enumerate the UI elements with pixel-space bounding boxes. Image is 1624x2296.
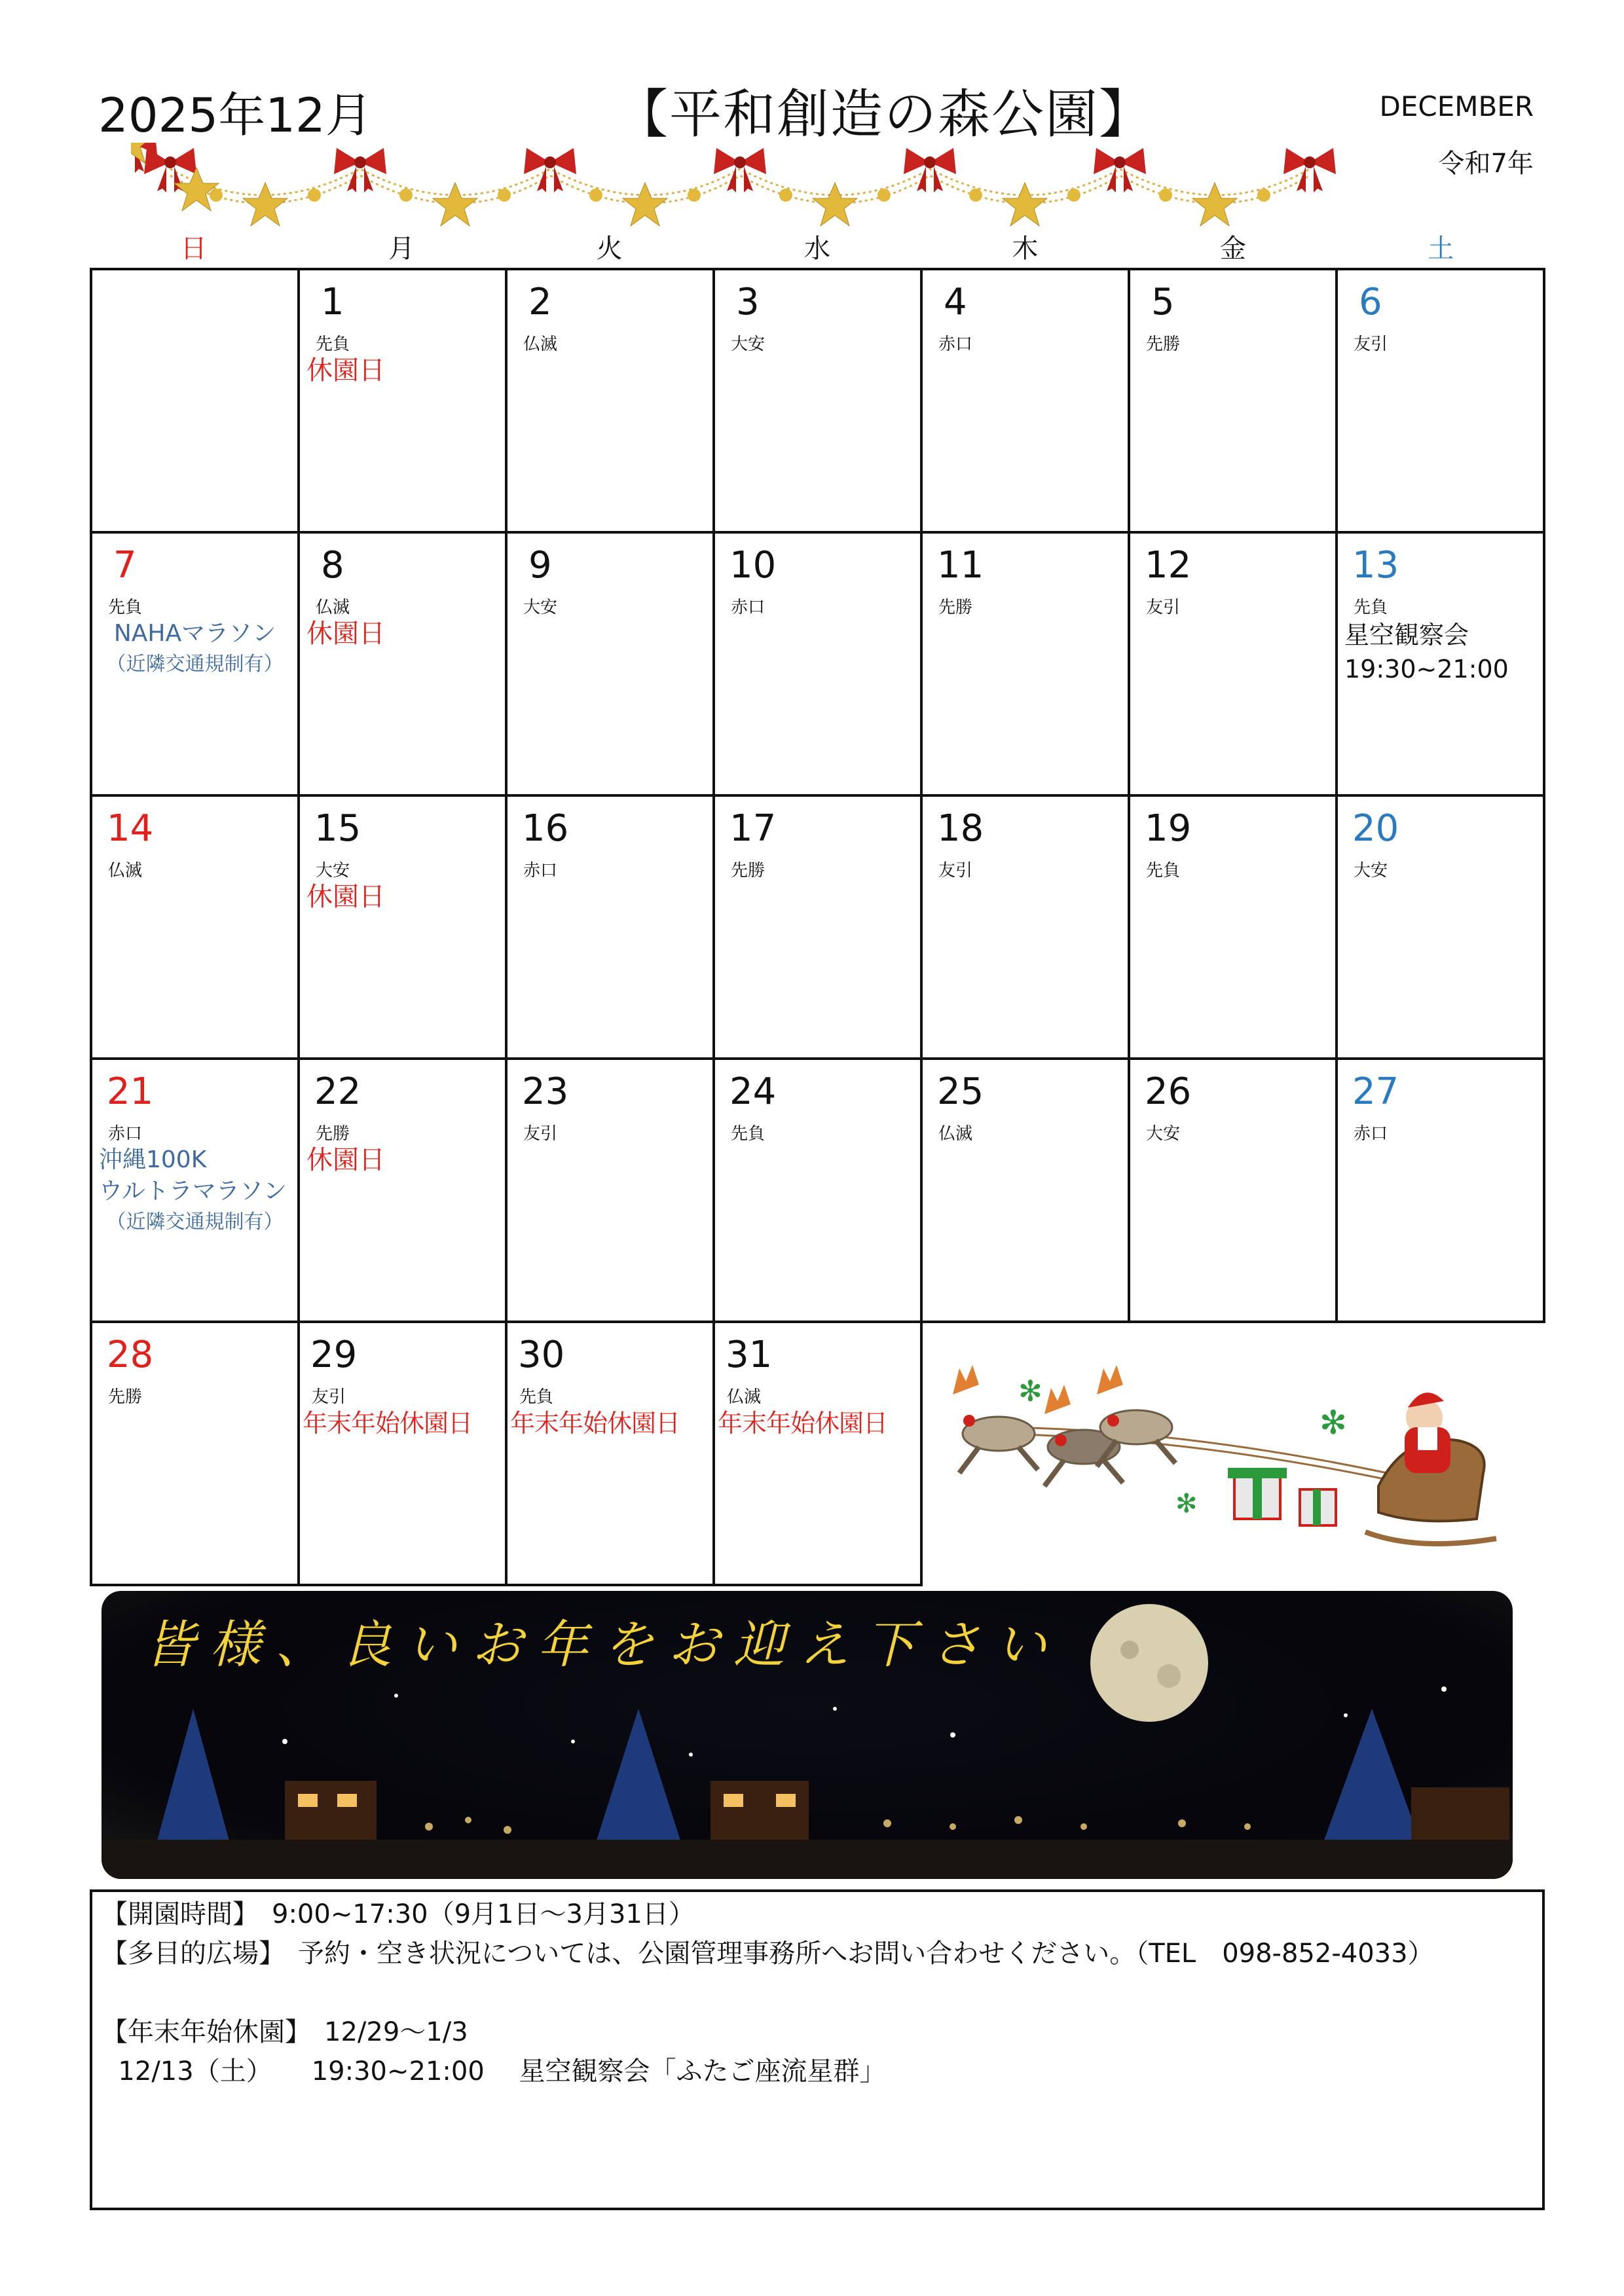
calendar-day: [299, 269, 506, 532]
calendar-day: [1129, 532, 1337, 795]
day-number: 12: [1145, 544, 1192, 587]
day-number: 10: [729, 544, 777, 587]
rokuyo-label: 赤口: [731, 598, 766, 617]
rokuyo-label: 仏滅: [316, 598, 350, 617]
garland-decoration-icon: [131, 143, 1362, 241]
year-month: 2025年12月: [98, 88, 373, 143]
event-note: （近隣交通規制有）: [106, 653, 284, 676]
rokuyo-label: 先負: [1146, 861, 1181, 881]
calendar-day: [1337, 795, 1544, 1059]
calendar-day: [506, 795, 714, 1059]
rokuyo-label: 赤口: [938, 335, 973, 354]
closed-label: 年末年始休園日: [303, 1409, 473, 1438]
day-number: 8: [321, 544, 344, 587]
month-english: DECEMBER: [1379, 90, 1534, 122]
info-star-event: 12/13（土） 19:30~21:00 星空観察会「ふたご座流星群」: [101, 2056, 886, 2086]
calendar-day: [714, 269, 921, 532]
rokuyo-label: 先勝: [938, 598, 973, 617]
calendar-day: [91, 1322, 299, 1585]
day-number: 25: [937, 1070, 984, 1113]
rokuyo-label: 先負: [519, 1387, 554, 1407]
weekday-tue: 火: [596, 234, 623, 264]
calendar-day: [714, 532, 921, 795]
banner-message: 皆様、良いお年をお迎え下さい: [144, 1616, 1061, 1675]
day-number: 7: [113, 544, 137, 587]
rokuyo-label: 大安: [523, 598, 558, 617]
day-number: 13: [1352, 544, 1399, 587]
event-label: NAHAマラソン: [113, 620, 276, 647]
calendar-day-empty: [91, 269, 299, 532]
closed-label: 休園日: [306, 1145, 385, 1175]
day-number: 6: [1359, 281, 1382, 323]
rokuyo-label: 友引: [523, 1124, 558, 1144]
svg-text:✻: ✻: [1320, 1404, 1347, 1442]
day-number: 23: [522, 1070, 569, 1113]
calendar-day: [299, 1059, 506, 1322]
calendar-week: [91, 1059, 1544, 1322]
weekday-sun: 日: [180, 234, 207, 264]
era-year: 令和7年: [1438, 149, 1534, 179]
rokuyo-label: 大安: [1146, 1124, 1181, 1144]
day-number: 3: [736, 281, 760, 323]
rokuyo-label: 先勝: [1146, 335, 1181, 354]
event-label: 星空観察会: [1344, 621, 1469, 649]
calendar-day: [714, 1059, 921, 1322]
calendar-day: [299, 1322, 506, 1585]
day-number: 1: [321, 281, 344, 323]
weekday-thu: 木: [1012, 234, 1039, 264]
day-number: 26: [1145, 1070, 1192, 1113]
calendar-day: [1337, 532, 1544, 795]
info-plaza: 【多目的広場】 予約・空き状況については、公園管理事務所へお問い合わせください。（TEL 098-852-4033）: [101, 1939, 1434, 1969]
calendar-day: [506, 1059, 714, 1322]
rokuyo-label: 仏滅: [523, 335, 558, 354]
calendar-week: [91, 532, 1544, 795]
day-number: 29: [310, 1334, 358, 1376]
day-number: 11: [937, 544, 984, 587]
closed-label: 年末年始休園日: [510, 1409, 680, 1438]
calendar-day: [506, 1322, 714, 1585]
weekday-fri: 金: [1219, 234, 1246, 264]
calendar-day: [91, 532, 299, 795]
calendar-day: [714, 795, 921, 1059]
rokuyo-label: 仏滅: [108, 861, 143, 881]
calendar-day: [91, 1059, 299, 1322]
calendar-day: [1129, 795, 1337, 1059]
day-number: 30: [518, 1334, 565, 1376]
calendar-day: [506, 269, 714, 532]
event-label-2: ウルトラマラソン: [99, 1178, 287, 1205]
rokuyo-label: 友引: [938, 861, 973, 881]
weekday-header: [90, 228, 1545, 264]
day-number: 28: [107, 1334, 154, 1376]
rokuyo-label: 赤口: [1354, 1124, 1388, 1144]
rokuyo-label: 先負: [108, 598, 143, 617]
closed-label: 休園日: [306, 355, 385, 386]
calendar-day: [299, 795, 506, 1059]
svg-text:✻: ✻: [1175, 1489, 1198, 1519]
day-number: 9: [528, 544, 552, 587]
calendar-day: [1337, 1059, 1544, 1322]
event-note: （近隣交通規制有）: [106, 1211, 284, 1233]
page-title: 【平和創造の森公園】: [616, 84, 1153, 145]
day-number: 4: [944, 281, 967, 323]
calendar-week: [91, 269, 1544, 532]
santa-sleigh-illustration-icon: [920, 1355, 1509, 1565]
rokuyo-label: 先勝: [731, 861, 766, 881]
info-hours: 【開園時間】 9:00~17:30（9月1日～3月31日）: [101, 1899, 695, 1929]
calendar-day: [1129, 269, 1337, 532]
closed-label: 休園日: [306, 619, 385, 649]
calendar-day: [506, 532, 714, 795]
calendar-day: [1129, 1059, 1337, 1322]
info-box: [90, 1889, 1545, 2210]
rokuyo-label: 友引: [312, 1387, 346, 1407]
weekday-sat: 土: [1428, 234, 1454, 264]
svg-text:✻: ✻: [1018, 1375, 1043, 1408]
rokuyo-label: 先負: [316, 335, 350, 354]
rokuyo-label: 赤口: [108, 1124, 143, 1144]
event-time: 19:30~21:00: [1344, 655, 1509, 683]
calendar-day: [921, 269, 1129, 532]
day-number: 17: [729, 807, 777, 850]
info-holiday: 【年末年始休園】 12/29～1/3: [101, 2017, 468, 2047]
day-number: 27: [1352, 1070, 1399, 1113]
day-number: 15: [314, 807, 361, 850]
rokuyo-label: 赤口: [523, 861, 558, 881]
rokuyo-label: 大安: [1354, 861, 1388, 881]
rokuyo-label: 友引: [1354, 335, 1388, 354]
day-number: 19: [1145, 807, 1192, 850]
day-number: 14: [107, 807, 154, 850]
closed-label: 年末年始休園日: [718, 1409, 888, 1438]
calendar-day: [921, 795, 1129, 1059]
rokuyo-label: 先負: [731, 1124, 766, 1144]
calendar-day: [1337, 269, 1544, 532]
day-number: 16: [522, 807, 569, 850]
calendar-day: [921, 532, 1129, 795]
day-number: 2: [528, 281, 552, 323]
day-number: 18: [937, 807, 984, 850]
calendar-day: [91, 795, 299, 1059]
calendar-week: [91, 795, 1544, 1059]
rokuyo-label: 先勝: [316, 1124, 350, 1144]
day-number: 24: [729, 1070, 777, 1113]
day-number: 21: [107, 1070, 154, 1113]
day-number: 5: [1151, 281, 1175, 323]
rokuyo-label: 仏滅: [727, 1387, 762, 1407]
closed-label: 休園日: [306, 882, 385, 912]
rokuyo-label: 仏滅: [938, 1124, 973, 1144]
day-number: 31: [726, 1334, 773, 1376]
new-year-banner: [101, 1591, 1513, 1879]
rokuyo-label: 先負: [1354, 598, 1388, 617]
event-label: 沖縄100K: [99, 1146, 207, 1173]
calendar-day: [299, 532, 506, 795]
day-number: 20: [1352, 807, 1399, 850]
weekday-mon: 月: [388, 234, 415, 264]
rokuyo-label: 友引: [1146, 598, 1181, 617]
weekday-wed: 水: [803, 234, 830, 264]
rokuyo-label: 先勝: [108, 1387, 143, 1407]
day-number: 22: [314, 1070, 361, 1113]
calendar-day: [921, 1059, 1129, 1322]
rokuyo-label: 大安: [731, 335, 766, 354]
calendar-day: [714, 1322, 921, 1585]
rokuyo-label: 大安: [316, 861, 350, 881]
